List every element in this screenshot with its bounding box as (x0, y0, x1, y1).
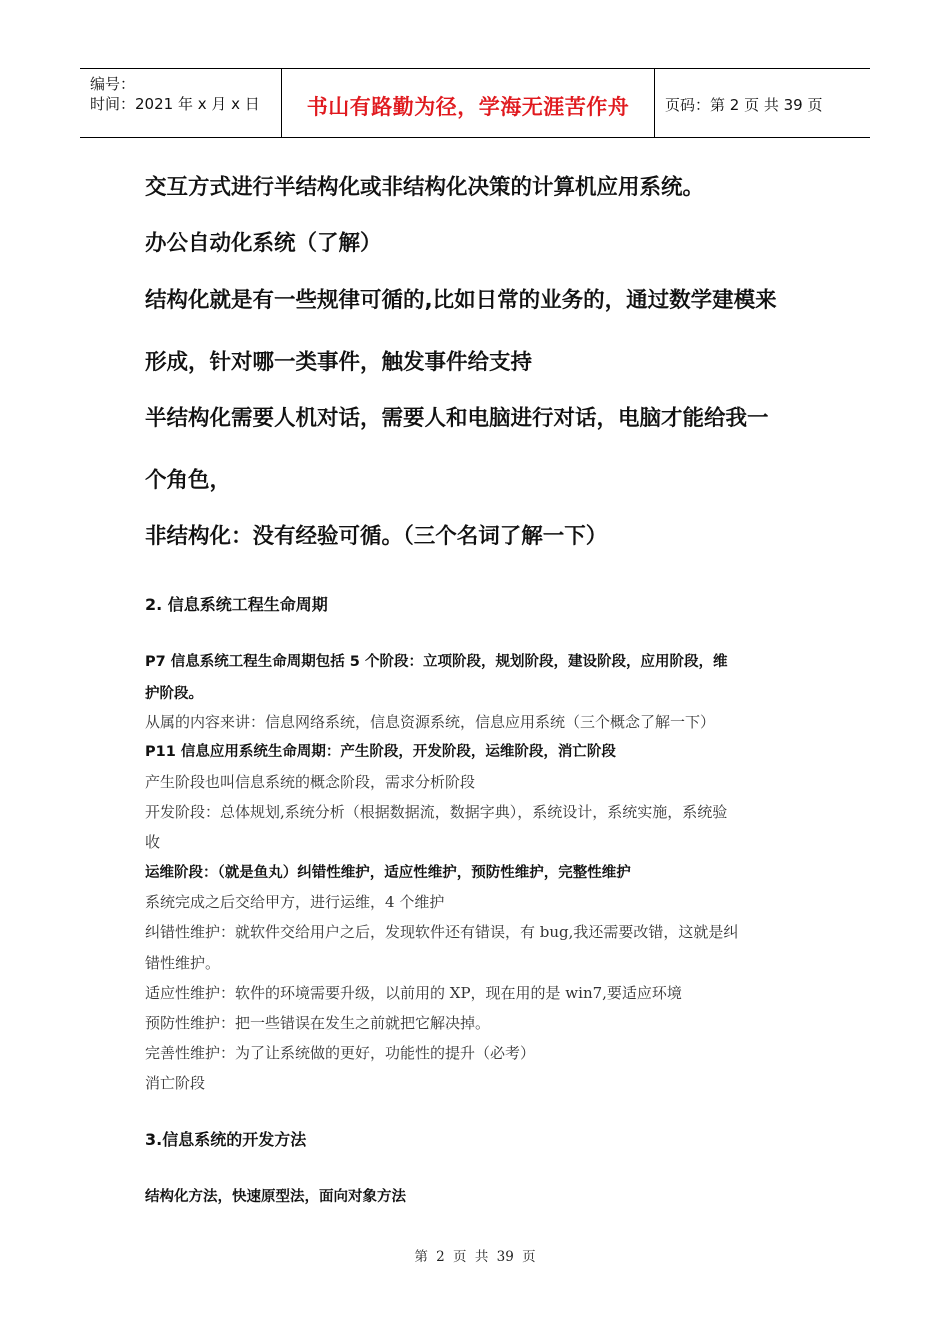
paragraph-line: 运维阶段：（就是鱼丸）纠错性维护，适应性维护，预防性维护，完整性维护 (145, 865, 631, 881)
paragraph-line: 开发阶段：总体规划,系统分析（根据数据流，数据字典），系统设计，系统实施，系统验 (145, 803, 728, 821)
paragraph-line: 个角色， (145, 468, 232, 493)
paragraph-line: 纠错性维护：就软件交给用户之后，发现软件还有错误，有 bug,我还需要改错，这就是纠 (145, 923, 739, 941)
paragraph-line: 收 (145, 833, 161, 851)
section-heading: 3.信息系统的开发方法 (145, 1130, 307, 1149)
header-page-cell (655, 69, 870, 137)
paragraph-line: 办公自动化系统（了解） (145, 231, 382, 256)
paragraph-line: 错性维护。 (145, 954, 221, 972)
paragraph-line: 半结构化需要人机对话，需要人和电脑进行对话，电脑才能给我一 (145, 406, 769, 431)
document-number-label: 编号： (90, 75, 136, 93)
section-heading: 2. 信息系统工程生命周期 (145, 595, 328, 614)
page-footer: 第 2 页 共 39 页 (414, 1249, 536, 1265)
motto-text: 书山有路勤为径，学海无涯苦作舟 (306, 95, 630, 119)
paragraph-line: 消亡阶段 (145, 1074, 206, 1092)
document-time-label: 时间：2021 年 x 月 x 日 (90, 95, 260, 113)
paragraph-line: 护阶段。 (145, 686, 203, 702)
paragraph-line: 预防性维护：把一些错误在发生之前就把它解决掉。 (145, 1014, 491, 1032)
paragraph-line: P7 信息系统工程生命周期包括 5 个阶段：立项阶段，规划阶段，建设阶段，应用阶段，维 (145, 654, 728, 670)
paragraph-line: 系统完成之后交给甲方，进行运维，4 个维护 (145, 893, 445, 911)
header-meta-cell (80, 69, 282, 137)
paragraph-line: P11 信息应用系统生命周期：产生阶段，开发阶段，运维阶段，消亡阶段 (145, 744, 616, 760)
paragraph-line: 从属的内容来讲：信息网络系统，信息资源系统，信息应用系统（三个概念了解一下） (145, 713, 716, 731)
paragraph-line: 非结构化：没有经验可循。（三个名词了解一下） (145, 524, 608, 549)
paragraph-line: 完善性维护：为了让系统做的更好，功能性的提升（必考） (145, 1044, 536, 1062)
paragraph-line: 结构化方法，快速原型法，面向对象方法 (145, 1189, 406, 1205)
paragraph-line: 产生阶段也叫信息系统的概念阶段，需求分析阶段 (145, 773, 476, 791)
header-page-info: 页码：第 2 页 共 39 页 (665, 96, 823, 114)
paragraph-line: 适应性维护：软件的环境需要升级，以前用的 XP，现在用的是 win7,要适应环境 (145, 984, 682, 1002)
paragraph-line: 形成，针对哪一类事件，触发事件给支持 (145, 350, 533, 375)
paragraph-line: 结构化就是有一些规律可循的,比如日常的业务的，通过数学建模来 (145, 288, 777, 313)
paragraph-line: 交互方式进行半结构化或非结构化决策的计算机应用系统。 (145, 175, 705, 200)
document-header (80, 68, 870, 138)
header-motto-cell (282, 69, 655, 137)
